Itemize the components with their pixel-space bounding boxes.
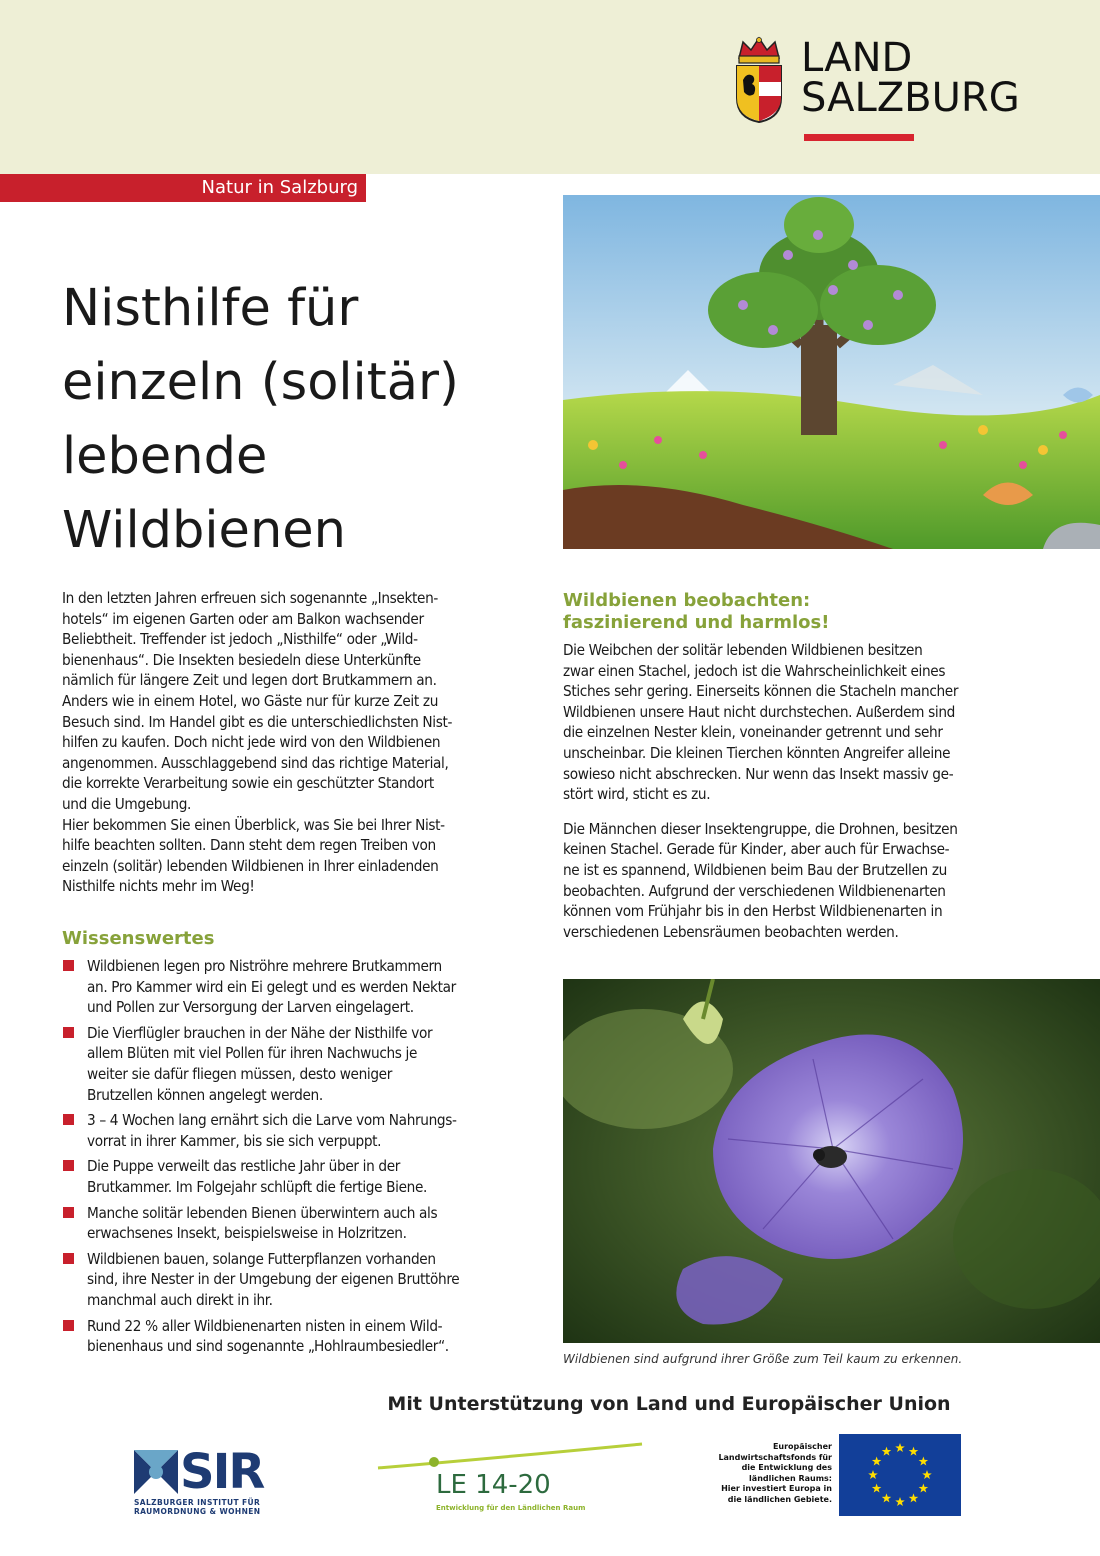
list-item-line: weiter sie dafür fliegen müssen, desto weniger xyxy=(87,1064,392,1083)
list-item-line: an. Pro Kammer wird ein Ei gelegt und es werden Nektar xyxy=(87,977,456,996)
beobachten-paragraph-2-line: beobachten. Aufgrund der verschiedenen Wildbienenarten xyxy=(563,881,946,900)
sir-letters: SIR xyxy=(180,1444,264,1500)
title-line-2: einzeln (solitär) xyxy=(62,353,459,412)
intro-line: die korrekte Verarbeitung sowie ein geschützter Standort xyxy=(62,774,434,793)
sir-subtitle-line-2: RAUMORDNUNG & WOHNEN xyxy=(134,1507,261,1516)
brand-line-land: LAND xyxy=(801,35,913,81)
title-line-1: Nisthilfe für xyxy=(62,279,359,338)
list-item-line: Brutzellen können angelegt werden. xyxy=(87,1085,323,1104)
title-line-4: Wildbienen xyxy=(62,501,346,560)
red-square-bullet-icon xyxy=(63,1114,74,1125)
sir-emblem-icon xyxy=(134,1450,178,1494)
red-square-bullet-icon xyxy=(63,960,74,971)
intro-line: einzeln (solitär) lebenden Wildbienen in Ihrer einladenden xyxy=(62,856,439,875)
header-band xyxy=(0,0,1100,174)
le-swoosh-icon xyxy=(376,1440,656,1474)
beobachten-paragraph-1-line: die einzelnen Nester klein, voneinander getrennt und sehr xyxy=(563,723,943,742)
list-item-line: Rund 22 % aller Wildbienenarten nisten in einem Wild- xyxy=(87,1316,443,1335)
list-item-line: 3 – 4 Wochen lang ernährt sich die Larve vom Nahrungs- xyxy=(87,1111,457,1130)
beobachten-paragraph-1-line: unscheinbar. Die kleinen Tierchen könnten Angreifer alleine xyxy=(563,743,951,762)
support-statement: Mit Unterstützung von Land und Europäischer Union xyxy=(387,1393,951,1415)
beobachten-paragraph-1-line: Die Weibchen der solitär lebenden Wildbienen besitzen xyxy=(563,641,923,659)
list-item-line: allem Blüten mit viel Pollen für ihren Nachwuchs je xyxy=(87,1044,418,1063)
list-item xyxy=(62,1203,540,1244)
beobachten-paragraph-1-line: sowieso nicht abschrecken. Nur wenn das Insekt massiv ge- xyxy=(563,764,954,783)
section-label: Natur in Salzburg xyxy=(201,177,358,198)
sir-subtitle xyxy=(134,1498,284,1516)
intro-line: und die Umgebung. xyxy=(62,794,192,813)
list-item-line: erwachsenes Insekt, beispielsweise in Holzritzen. xyxy=(87,1224,407,1243)
intro-line: angenommen. Ausschlaggebend sind das richtige Material, xyxy=(62,753,449,772)
eu-fund-text-line: Hier investiert Europa in xyxy=(721,1484,832,1493)
brand-line-salzburg: SALZBURG xyxy=(801,75,1020,121)
le-14-20-logo xyxy=(376,1440,656,1520)
wissenswertes-list xyxy=(62,956,540,1362)
list-item-line: bienenhaus und sind sogenannte „Hohlraumbesiedler“. xyxy=(87,1337,449,1356)
beobachten-paragraph-2 xyxy=(563,819,1041,943)
list-item-line: Brutkammer. Im Folgejahr schlüpft die fertige Biene. xyxy=(87,1177,428,1196)
beobachten-paragraph-1-line: stört wird, sticht es zu. xyxy=(563,785,711,804)
red-square-bullet-icon xyxy=(63,1253,74,1264)
intro-line: Hier bekommen Sie einen Überblick, was Sie bei Ihrer Nist- xyxy=(62,815,445,834)
sir-logo xyxy=(134,1446,284,1524)
eu-fund-text-line: Europäischer xyxy=(772,1442,832,1451)
list-item-line: vorrat in ihrer Kammer, bis sie sich verpuppt. xyxy=(87,1131,382,1150)
salzburg-coat-of-arms-icon xyxy=(733,36,785,124)
list-item-line: Die Puppe verweilt das restliche Jahr über in der xyxy=(87,1157,401,1176)
intro-line: Nisthilfe nichts mehr im Weg! xyxy=(62,877,255,896)
intro-line: nämlich für längere Zeit und legen dort Brutkammern an. xyxy=(62,671,437,690)
beobachten-paragraph-2-line: ne ist es spannend, Wildbienen beim Bau der Brutzellen zu xyxy=(563,860,947,879)
bee-on-geranium-photo xyxy=(563,979,1100,1343)
list-item xyxy=(62,1156,540,1197)
le-wordmark: LE 14-20 xyxy=(436,1470,551,1500)
beobachten-heading-line-2: faszinierend und harmlos! xyxy=(563,612,830,633)
wissenswertes-heading: Wissenswertes xyxy=(62,928,215,949)
red-square-bullet-icon xyxy=(63,1320,74,1331)
eu-fund-text-line: die ländlichen Gebiete. xyxy=(727,1494,832,1504)
beobachten-paragraph-2-line: können vom Frühjahr bis in den Herbst Wildbienenarten in xyxy=(563,902,943,921)
eu-fund-text xyxy=(690,1442,832,1505)
section-band xyxy=(0,174,366,202)
page-title xyxy=(62,272,542,568)
beobachten-paragraph-1-line: Stiches sehr gering. Einerseits können die Stacheln mancher xyxy=(563,682,959,701)
beobachten-paragraph-2-line: Die Männchen dieser Insektengruppe, die Drohnen, besitzen xyxy=(563,819,958,838)
intro-line: hotels“ im eigenen Garten oder am Balkon wachsender xyxy=(62,609,424,628)
beobachten-paragraph-2-line: keinen Stachel. Gerade für Kinder, aber auch für Erwachse- xyxy=(563,840,950,859)
intro-line: hilfe beachten sollten. Dann steht dem regen Treiben von xyxy=(62,836,436,855)
list-item xyxy=(62,1110,540,1151)
eu-fund-text-line: ländlichen Raums: xyxy=(749,1473,832,1483)
red-square-bullet-icon xyxy=(63,1027,74,1038)
brand-wordmark xyxy=(801,35,1020,121)
photo-caption: Wildbienen sind aufgrund ihrer Größe zum Teil kaum zu erkennen. xyxy=(563,1352,963,1366)
beobachten-paragraph-1-line: zwar einen Stachel, jedoch ist die Wahrscheinlichkeit eines xyxy=(563,661,946,680)
list-item xyxy=(62,956,540,1018)
list-item-line: und Pollen zur Versorgung der Larven eingelagert. xyxy=(87,998,414,1017)
list-item xyxy=(62,1023,540,1105)
list-item-line: Wildbienen legen pro Niströhre mehrere Brutkammern xyxy=(87,957,442,975)
list-item-line: Wildbienen bauen, solange Futterpflanzen vorhanden xyxy=(87,1249,436,1268)
intro-line: Beliebtheit. Treffender ist jedoch „Nisthilfe“ oder „Wild- xyxy=(62,630,418,649)
beobachten-paragraph-1 xyxy=(563,640,1041,805)
meadow-illustration xyxy=(563,195,1100,549)
eu-fund-text-line: Landwirtschaftsfonds für xyxy=(718,1452,832,1462)
red-square-bullet-icon xyxy=(63,1207,74,1218)
list-item-line: sind, ihre Nester in der Umgebung der eigenen Bruttöhre xyxy=(87,1270,460,1289)
intro-paragraph xyxy=(62,588,532,897)
le-subtitle: Entwicklung für den Ländlichen Raum xyxy=(436,1504,586,1512)
beobachten-text xyxy=(563,640,1041,956)
title-line-3: lebende xyxy=(62,427,268,486)
intro-line: Anders wie in einem Hotel, wo Gäste nur für kurze Zeit zu xyxy=(62,691,439,710)
sir-subtitle-line-1: SALZBURGER INSTITUT FÜR xyxy=(134,1498,261,1507)
list-item xyxy=(62,1316,540,1357)
intro-line: Besuch sind. Im Handel gibt es die unterschiedlichsten Nist- xyxy=(62,712,453,731)
list-item-line: manchmal auch direkt in ihr. xyxy=(87,1290,273,1309)
list-item-line: Manche solitär lebenden Bienen überwintern auch als xyxy=(87,1203,438,1222)
intro-line: bienenhaus“. Die Insekten besiedeln diese Unterkünfte xyxy=(62,650,421,669)
list-item xyxy=(62,1249,540,1311)
list-item-line: Die Vierflügler brauchen in der Nähe der Nisthilfe vor xyxy=(87,1023,433,1042)
beobachten-heading-line-1: Wildbienen beobachten: xyxy=(563,590,811,611)
eu-flag-icon xyxy=(839,1434,961,1516)
intro-line: In den letzten Jahren erfreuen sich sogenannte „Insekten- xyxy=(62,589,439,607)
beobachten-paragraph-1-line: Wildbienen unsere Haut nicht durchstechen. Außerdem sind xyxy=(563,702,955,721)
beobachten-heading xyxy=(563,590,983,634)
eu-fund-text-line: die Entwicklung des xyxy=(741,1463,832,1472)
red-square-bullet-icon xyxy=(63,1160,74,1171)
brand-underline xyxy=(804,134,914,141)
beobachten-paragraph-2-line: verschiedenen Lebensräumen beobachten werden. xyxy=(563,922,899,941)
intro-line: hilfen zu kaufen. Doch nicht jede wird von den Wildbienen xyxy=(62,733,441,752)
